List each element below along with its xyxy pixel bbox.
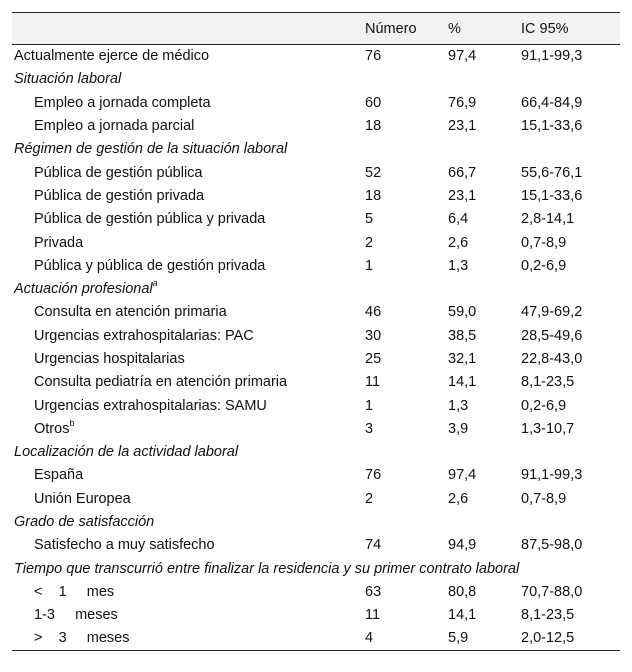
percent-cell: 32,1 (448, 351, 477, 367)
row-label (12, 45, 363, 68)
ci-cell: 1,3-10,7 (521, 420, 575, 437)
row-label (12, 417, 363, 440)
row-label-text: España (34, 467, 84, 484)
ci-cell: 70,7-88,0 (521, 583, 583, 600)
ci-cell: 2,8-14,1 (521, 211, 575, 228)
table-row (12, 114, 620, 137)
ci-cell: 55,6-76,1 (521, 164, 583, 181)
number-cell: 52 (365, 164, 382, 181)
ci-cell: 2,0-12,5 (519, 627, 620, 650)
table-body (12, 45, 620, 651)
row-label (12, 534, 363, 557)
table-header (12, 13, 620, 45)
percent-cell: 14,1 (448, 607, 477, 624)
number-cell: 74 (365, 537, 382, 554)
row-label (12, 394, 363, 417)
number-cell: 76 (365, 467, 382, 484)
row-label-text: Otros (34, 420, 70, 437)
row-label-text: Urgencias extrahospitalarias: PAC (34, 327, 254, 344)
row-label-text: Consulta pediatría en atención primaria (34, 374, 288, 391)
percent-cell: 38,5 (448, 327, 477, 344)
section-title (12, 510, 620, 533)
number-cell: 11 (365, 374, 381, 391)
table-row (12, 487, 620, 510)
table-row (12, 254, 620, 277)
section-title (12, 68, 620, 91)
section-title-text: Actuación profesional (14, 281, 153, 298)
number-cell: 1 (365, 397, 374, 414)
table-row (12, 161, 620, 184)
ci-cell: 91,1-99,3 (521, 467, 583, 484)
section-title-text: Situación laboral (14, 71, 122, 88)
row-label (12, 254, 363, 277)
header-row (12, 13, 620, 45)
row-label (12, 371, 363, 394)
ci-cell: 22,8-43,0 (521, 351, 583, 367)
ci-cell: 47,9-69,2 (521, 304, 583, 321)
number-cell: 11 (365, 607, 381, 624)
percent-cell: 59,0 (448, 304, 477, 321)
ci-cell: 15,1-33,6 (521, 118, 583, 135)
row-label (12, 580, 363, 603)
ci-cell: 0,7-8,9 (521, 490, 567, 507)
section-header-row (12, 441, 620, 464)
row-label-text: Pública de gestión pública (34, 164, 203, 181)
percent-cell: 5,9 (446, 627, 519, 650)
ci-cell: 0,2-6,9 (521, 257, 567, 274)
row-label (12, 324, 363, 347)
number-cell: 60 (365, 94, 382, 111)
row-label-text: Urgencias hospitalarias (34, 351, 185, 367)
ci-cell: 8,1-23,5 (521, 374, 575, 391)
section-header-row (12, 510, 620, 533)
row-label-text: Pública de gestión privada (34, 187, 205, 204)
table-row (12, 231, 620, 254)
section-header-row (12, 557, 620, 580)
percent-cell: 80,8 (448, 583, 477, 600)
number-cell: 30 (365, 327, 382, 344)
percent-cell: 2,6 (448, 234, 469, 251)
ci-cell: 8,1-23,5 (521, 607, 575, 624)
row-label-text: Privada (34, 234, 84, 251)
percent-cell: 2,6 (448, 490, 469, 507)
row-label (12, 627, 363, 650)
row-label-text: Consulta en atención primaria (34, 304, 227, 321)
percent-cell: 94,9 (448, 537, 477, 554)
number-cell: 4 (363, 627, 446, 650)
percent-cell: 97,4 (448, 467, 477, 484)
percent-cell: 66,7 (448, 164, 477, 181)
section-title (12, 441, 620, 464)
ci-cell: 0,7-8,9 (521, 234, 567, 251)
data-table (12, 12, 620, 651)
row-label-text: Pública y pública de gestión privada (34, 257, 266, 274)
table-row (12, 371, 620, 394)
ci-cell: 0,2-6,9 (521, 397, 567, 414)
number-cell: 46 (365, 304, 382, 321)
section-title-text: Régimen de gestión de la situación laboral (14, 141, 288, 158)
row-label-text: > 3 meses (34, 630, 130, 647)
table-row (12, 91, 620, 114)
section-title (12, 557, 620, 580)
percent-cell: 1,3 (448, 397, 469, 414)
number-cell: 2 (365, 490, 374, 507)
table-row (12, 208, 620, 231)
header-percent-column: % (446, 13, 519, 45)
number-cell: 3 (365, 420, 374, 437)
row-label (12, 347, 363, 370)
table-row (12, 324, 620, 347)
table-row (12, 184, 620, 207)
ci-cell: 91,1-99,3 (521, 48, 583, 65)
footnote-marker: a (152, 278, 158, 289)
footnote-marker: b (69, 418, 75, 429)
row-label (12, 114, 363, 137)
percent-cell: 76,9 (448, 94, 477, 111)
row-label (12, 464, 363, 487)
row-label-text: Empleo a jornada completa (34, 94, 211, 111)
header-label-column (12, 13, 363, 45)
row-label (12, 231, 363, 254)
percent-cell: 97,4 (448, 48, 477, 65)
row-label-text: < 1 mes (34, 583, 115, 600)
number-cell: 63 (365, 583, 382, 600)
header-number-column: Número (363, 13, 446, 45)
number-cell: 25 (365, 351, 382, 367)
ci-cell: 87,5-98,0 (521, 537, 583, 554)
table-row (12, 627, 620, 650)
number-cell: 2 (365, 234, 374, 251)
row-label-text: 1-3 meses (34, 607, 118, 624)
section-title-text: Tiempo que transcurrió entre finalizar la residencia y su primer contrato laboral (14, 560, 520, 577)
row-label-text: Actualmente ejerce de médico (14, 48, 210, 65)
number-cell: 76 (365, 48, 382, 65)
section-title-text: Localización de la actividad laboral (14, 444, 239, 461)
table-row (12, 580, 620, 603)
section-header-row (12, 138, 620, 161)
section-title-text: Grado de satisfacción (14, 514, 155, 531)
row-label (12, 301, 363, 324)
section-header-row (12, 68, 620, 91)
table-row (12, 394, 620, 417)
number-cell: 18 (365, 187, 382, 204)
row-label-text: Unión Europea (34, 490, 131, 507)
row-label-text: Satisfecho a muy satisfecho (34, 537, 215, 554)
table-row (12, 534, 620, 557)
percent-cell: 3,9 (448, 420, 469, 437)
percent-cell: 1,3 (448, 257, 469, 274)
section-header-row (12, 277, 620, 300)
row-label-text: Urgencias extrahospitalarias: SAMU (34, 397, 267, 414)
section-title (12, 277, 620, 300)
ci-cell: 66,4-84,9 (521, 94, 583, 111)
header-ci-column: IC 95% (519, 13, 620, 45)
table-row (12, 604, 620, 627)
number-cell: 18 (365, 118, 382, 135)
table-row (12, 301, 620, 324)
row-label (12, 208, 363, 231)
row-label (12, 91, 363, 114)
row-label (12, 604, 363, 627)
table-row (12, 464, 620, 487)
number-cell: 1 (365, 257, 374, 274)
section-title (12, 138, 620, 161)
row-label-text: Empleo a jornada parcial (34, 118, 195, 135)
row-label (12, 161, 363, 184)
table-row (12, 45, 620, 68)
percent-cell: 23,1 (448, 118, 477, 135)
number-cell: 5 (365, 211, 374, 228)
ci-cell: 15,1-33,6 (521, 187, 583, 204)
table-row (12, 417, 620, 440)
percent-cell: 6,4 (448, 211, 469, 228)
row-label (12, 487, 363, 510)
row-label-text: Pública de gestión pública y privada (34, 211, 266, 228)
ci-cell: 28,5-49,6 (521, 327, 583, 344)
percent-cell: 14,1 (448, 374, 477, 391)
row-label (12, 184, 363, 207)
percent-cell: 23,1 (448, 187, 477, 204)
table-row (12, 347, 620, 370)
